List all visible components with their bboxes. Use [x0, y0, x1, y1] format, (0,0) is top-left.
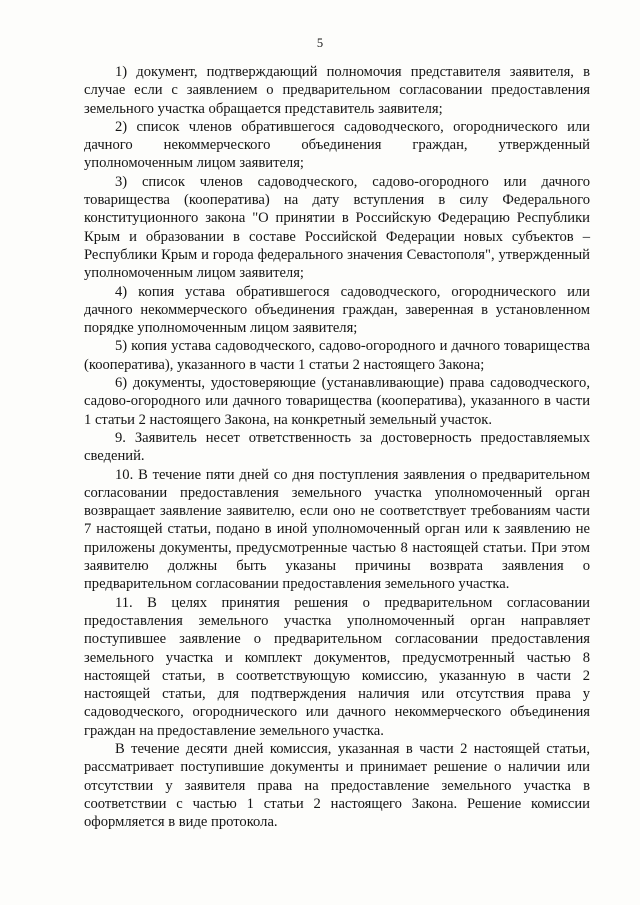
paragraph-item-5: 5) копия устава садоводческого, садово-огородного и дачного товарищества (кооператива), указанного в части 1 статьи 2 настоящего Закона;: [84, 338, 590, 373]
paragraph-item-1: 1) документ, подтверждающий полномочия представителя заявителя, в случае если с заявлением о предварительном согласовании предоставления земельного участка обращается представитель заявителя;: [84, 64, 590, 117]
paragraph-item-2: 2) список членов обратившегося садоводческого, огороднического или дачного некоммерческого объединения граждан, утвержденный уполномоченным лицом заявителя;: [84, 118, 590, 172]
paragraph-item-4: 4) копия устава обратившегося садоводческого, огороднического или дачного некоммерческого объединения граждан, заверенная в установленном порядке уполномоченным лицом заявителя;: [84, 283, 590, 337]
paragraph-section-9: 9. Заявитель несет ответственность за достоверность предоставляемых сведений.: [84, 429, 590, 465]
paragraph-commission: В течение десяти дней комиссия, указанная в части 2 настоящей статьи, рассматривает поступившие документы и принимает решение о наличии или отсутствии у заявителя права на предоставление земельного участка в соответствии с частью 1 статьи 2 настоящего Закона. Решение комиссии оформляется в виде протокола.: [84, 740, 590, 831]
page-number: 5: [316, 36, 324, 50]
paragraph-section-11: 11. В целях принятия решения о предварительном согласовании предоставления земельного участка уполномоченный орган направляет поступившее заявление о предварительном согласовании предоставления земельного участка и комплект документов, предусмотренный частью 8 настоящей статьи, в соответствующую комиссию, указанную в части 2 настоящей статьи, для подтверждения наличия или отсутствия права у садоводческого, огороднического или дачного некоммерческого объединения граждан на предоставление земельного участка.: [84, 594, 590, 739]
document-body: [84, 63, 590, 831]
paragraph-item-3: 3) список членов садоводческого, садово-огородного или дачного товарищества (кооператива) на дату вступления в силу Федерального конституционного закона "О принятии в Российскую Федерацию Республики Крым и образовании в составе Российской Федерации новых субъектов – Республики Крым и города федерального значения Севастополя", утвержденный уполномоченным лицом заявителя;: [84, 173, 590, 282]
paragraph-item-6: 6) документы, удостоверяющие (устанавливающие) права садоводческого, садово-огородного или дачного товарищества (кооператива), указанного в части 1 статьи 2 настоящего Закона, на конкретный земельный участок.: [84, 375, 590, 428]
paragraph-section-10: 10. В течение пяти дней со дня поступления заявления о предварительном согласовании предоставления земельного участка уполномоченный орган возвращает заявление заявителю, если оно не соответствует требованиям части 7 настоящей статьи, подано в иной уполномоченный орган или к заявлению не приложены документы, предусмотренные частью 8 настоящей статьи. При этом заявителю должны быть указаны причины возврата заявления о предварительном согласовании предоставления земельного участка.: [84, 466, 590, 593]
